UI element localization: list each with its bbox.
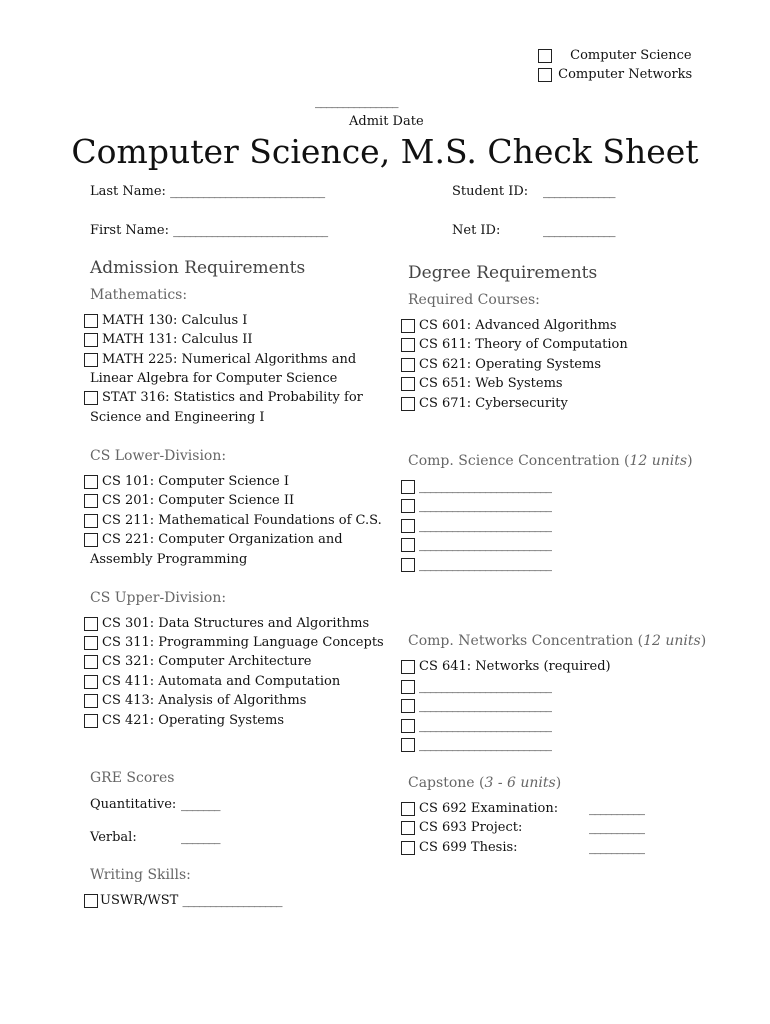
course-label: CS 621: Operating Systems	[419, 357, 601, 372]
checkbox[interactable]	[401, 660, 415, 674]
elective-blank[interactable]: ________________________	[419, 537, 551, 552]
checkbox[interactable]	[401, 699, 415, 713]
checkbox[interactable]	[401, 480, 415, 494]
checkbox[interactable]	[84, 533, 98, 547]
checkbox[interactable]	[84, 475, 98, 489]
checkbox[interactable]	[84, 514, 98, 528]
course-label-continued: Linear Algebra for Computer Science	[90, 371, 338, 386]
capstone-blank[interactable]: __________	[589, 801, 644, 816]
program-option-label: Computer Science	[570, 48, 692, 63]
admission-heading: Admission Requirements	[90, 258, 306, 278]
checkbox[interactable]	[84, 694, 98, 708]
course-label: CS 301: Data Structures and Algorithms	[102, 616, 370, 631]
writing-skills-line	[100, 893, 281, 909]
first-name-blank[interactable]: ____________________________	[173, 223, 328, 238]
gre-quantitative-blank[interactable]: _______	[181, 797, 220, 812]
gre-quantitative-label: Quantitative:	[90, 797, 177, 812]
elective-blank[interactable]: ________________________	[419, 698, 551, 713]
gre-heading: GRE Scores	[90, 770, 175, 786]
required-courses-heading: Required Courses:	[408, 292, 540, 308]
course-label-continued: Science and Engineering I	[90, 410, 265, 425]
course-label: CS 311: Programming Language Concepts	[102, 635, 384, 650]
networks-concentration-heading	[408, 633, 706, 649]
student-id-blank[interactable]: _____________	[543, 184, 615, 199]
page-title: Computer Science, M.S. Check Sheet	[71, 132, 699, 171]
degree-heading: Degree Requirements	[408, 263, 598, 283]
writing-skills-heading: Writing Skills:	[90, 867, 191, 883]
capstone-label: CS 692 Examination:	[419, 801, 559, 816]
checkbox[interactable]	[84, 391, 98, 405]
networks-concentration-title: Comp. Networks Concentration (	[408, 633, 644, 649]
checkbox[interactable]	[84, 353, 98, 367]
course-label: CS 421: Operating Systems	[102, 713, 284, 728]
checkbox[interactable]	[401, 680, 415, 694]
networks-concentration-close: )	[700, 633, 707, 649]
checkbox[interactable]	[401, 538, 415, 552]
course-label: CS 201: Computer Science II	[102, 493, 295, 508]
course-label: CS 211: Mathematical Foundations of C.S.	[102, 513, 382, 528]
writing-skills-blank[interactable]: __________________	[182, 893, 282, 908]
checkbox[interactable]	[84, 675, 98, 689]
last-name-blank[interactable]: ____________________________	[170, 184, 325, 199]
course-label: MATH 130: Calculus I	[102, 313, 248, 328]
admit-date-blank[interactable]: _______________	[315, 94, 398, 109]
elective-blank[interactable]: ________________________	[419, 557, 551, 572]
elective-blank[interactable]: ________________________	[419, 498, 551, 513]
course-label: STAT 316: Statistics and Probability for	[102, 390, 363, 405]
course-label: MATH 225: Numerical Algorithms and	[102, 352, 357, 367]
lower-division-heading: CS Lower-Division:	[90, 448, 227, 464]
course-label: CS 601: Advanced Algorithms	[419, 318, 617, 333]
cs-concentration-heading	[408, 453, 693, 469]
course-label-continued: Assembly Programming	[90, 552, 248, 567]
capstone-units: 3 - 6 units	[484, 775, 556, 791]
math-heading: Mathematics:	[90, 287, 188, 303]
capstone-label: CS 699 Thesis:	[419, 840, 518, 855]
upper-division-heading: CS Upper-Division:	[90, 590, 227, 606]
gre-verbal-blank[interactable]: _______	[181, 830, 220, 845]
checkbox[interactable]	[401, 738, 415, 752]
degree-column	[401, 0, 707, 1024]
capstone-blank[interactable]: __________	[589, 840, 644, 855]
capstone-close: )	[555, 775, 562, 791]
course-label: CS 611: Theory of Computation	[419, 337, 628, 352]
checkbox[interactable]	[84, 894, 98, 908]
capstone-label: CS 693 Project:	[419, 820, 523, 835]
elective-blank[interactable]: ________________________	[419, 718, 551, 733]
checkbox[interactable]	[401, 519, 415, 533]
course-label: CS 101: Computer Science I	[102, 474, 290, 489]
net-id-blank[interactable]: _____________	[543, 223, 615, 238]
checkbox[interactable]	[401, 499, 415, 513]
course-label: CS 411: Automata and Computation	[102, 674, 341, 689]
checkbox[interactable]	[84, 617, 98, 631]
checkbox[interactable]	[401, 377, 415, 391]
checkbox[interactable]	[84, 333, 98, 347]
cs-concentration-title: Comp. Science Concentration (	[408, 453, 630, 469]
cs-concentration-units: 12 units	[629, 453, 688, 469]
elective-blank[interactable]: ________________________	[419, 737, 551, 752]
elective-blank[interactable]: ________________________	[419, 679, 551, 694]
gre-verbal-label: Verbal:	[90, 830, 137, 845]
admission-column	[84, 0, 384, 1024]
course-label: CS 651: Web Systems	[419, 376, 563, 391]
checkbox[interactable]	[84, 314, 98, 328]
checkbox[interactable]	[84, 655, 98, 669]
checkbox[interactable]	[401, 558, 415, 572]
checkbox[interactable]	[401, 821, 415, 835]
networks-concentration-units: 12 units	[643, 633, 701, 649]
elective-blank[interactable]: ________________________	[419, 518, 551, 533]
course-label: CS 221: Computer Organization and	[102, 532, 343, 547]
checkbox[interactable]	[401, 397, 415, 411]
student-id-label: Student ID:	[452, 184, 529, 199]
checkbox[interactable]	[401, 319, 415, 333]
admit-date-label: Admit Date	[349, 114, 424, 129]
course-label: CS 321: Computer Architecture	[102, 654, 312, 669]
capstone-blank[interactable]: __________	[589, 820, 644, 835]
checkbox[interactable]	[84, 636, 98, 650]
checkbox[interactable]	[401, 841, 415, 855]
course-label: CS 413: Analysis of Algorithms	[102, 693, 307, 708]
program-option-label: Computer Networks	[558, 67, 693, 82]
checkbox[interactable]	[401, 719, 415, 733]
writing-skills-label: USWR/WST	[100, 893, 179, 908]
elective-blank[interactable]: ________________________	[419, 479, 551, 494]
checkbox[interactable]	[84, 494, 98, 508]
checkbox[interactable]	[401, 802, 415, 816]
capstone-title: Capstone (	[408, 775, 485, 791]
last-name-label: Last Name:	[90, 184, 166, 199]
course-label: CS 671: Cybersecurity	[419, 396, 568, 411]
checkbox[interactable]	[84, 714, 98, 728]
cs-concentration-close: )	[687, 453, 693, 469]
net-id-label: Net ID:	[452, 223, 501, 238]
course-label: MATH 131: Calculus II	[102, 332, 253, 347]
course-label: CS 641: Networks (required)	[419, 659, 611, 674]
first-name-label: First Name:	[90, 223, 169, 238]
checkbox[interactable]	[401, 358, 415, 372]
capstone-heading	[408, 775, 561, 791]
checkbox[interactable]	[401, 338, 415, 352]
